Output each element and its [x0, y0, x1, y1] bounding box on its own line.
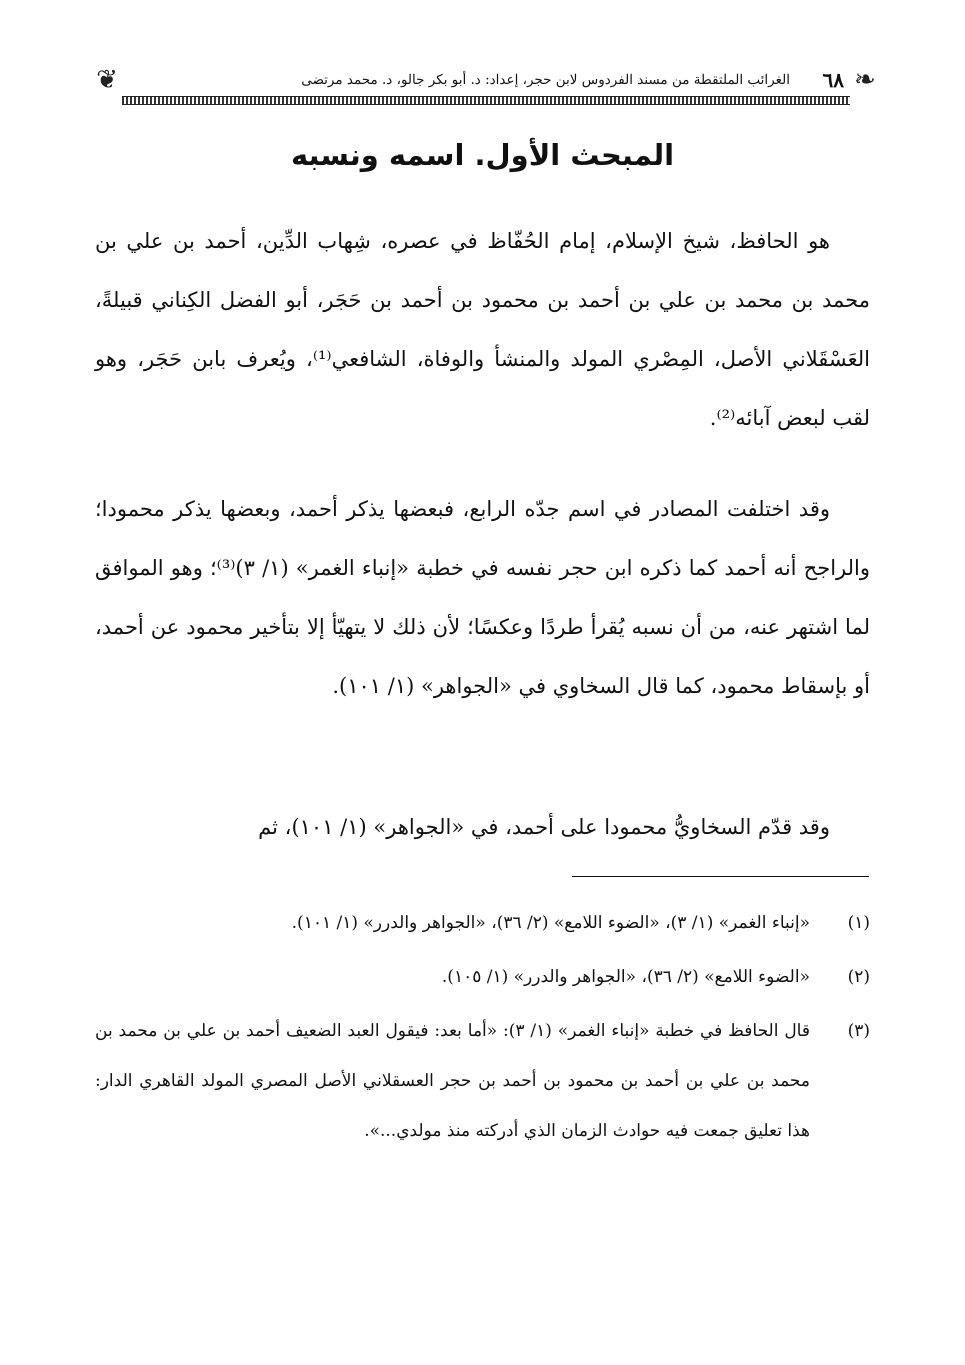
body-paragraph	[95, 798, 870, 857]
running-header	[92, 60, 880, 106]
footnote-item	[95, 1006, 870, 1156]
header-rule	[122, 96, 850, 105]
footnote-number: (٢)	[847, 967, 870, 987]
running-title: الغرائب الملتقطة من مسند الفردوس لابن حجر، إعداد: د. أبو بكر جالو، د. محمد مرتضى	[301, 72, 790, 88]
footnote-number: (٣)	[847, 1021, 870, 1041]
ornament-right-icon: ❧	[854, 65, 876, 95]
footnote-text: «الضوء اللامع» (٢/ ٣٦)، «الجواهر والدرر» (١/ ١٠٥).	[441, 967, 810, 987]
paragraph-text: وقد قدّم السخاويُّ محمودا على أحمد، في «الجواهر» (١/ ١٠١)، ثم	[258, 815, 830, 839]
paragraph-text: هو الحافظ، شيخ الإسلام، إمام الحُفّاظ في عصره، شِهاب الدِّين، أحمد بن علي بن محمد بن محمد بن علي بن أحمد بن محمود بن أحمد بن حَجَر، أبو الفضل الكِناني قبيلةً، العَسْقَلاني الأصل، المِصْري المولد والمنشأ والوفاة، الشافعي⁽¹⁾، ويُعرف بابن حَجَر، وهو لقب لبعض آبائه⁽²⁾.	[95, 229, 870, 430]
ornament-left-icon: ❦	[96, 65, 118, 95]
chapter-title: المبحث الأول. اسمه ونسبه	[290, 138, 675, 172]
footnotes	[95, 898, 870, 1160]
footnote-number: (١)	[847, 913, 870, 933]
footnote-text: «إنباء الغمر» (١/ ٣)، «الضوء اللامع» (٢/ ٣٦)، «الجواهر والدرر» (١/ ١٠١).	[291, 913, 810, 933]
footnote-separator	[572, 876, 869, 877]
paragraph-text: وقد اختلفت المصادر في اسم جدّه الرابع، فبعضها يذكر أحمد، وبعضها يذكر محمودا؛ والراجح أنه أحمد كما ذكره ابن حجر نفسه في خطبة «إنباء الغمر» (١/ ٣)⁽³⁾؛ وهو الموافق لما اشتهر عنه، من أن نسبه يُقرأ طردًا وعكسًا؛ لأن ذلك لا يتهيّأ إلا بتأخير محمود عن أحمد، أو بإسقاط محمود، كما قال السخاوي في «الجواهر» (١/ ١٠١).	[95, 497, 870, 698]
footnote-item	[95, 952, 870, 1002]
footnote-item	[95, 898, 870, 948]
page-number: ٦٨	[822, 68, 844, 92]
body-paragraph	[95, 212, 870, 448]
footnote-text: قال الحافظ في خطبة «إنباء الغمر» (١/ ٣): «أما بعد: فيقول العبد الضعيف أحمد بن علي بن محمد بن محمد بن علي بن أحمد بن محمود بن أحمد بن حجر العسقلاني الأصل المصري المولد القاهري الدار: هذا تعليق جمعت فيه حوادث الزمان الذي أدركته منذ مولدي...».	[95, 1021, 810, 1141]
body-paragraph	[95, 480, 870, 716]
